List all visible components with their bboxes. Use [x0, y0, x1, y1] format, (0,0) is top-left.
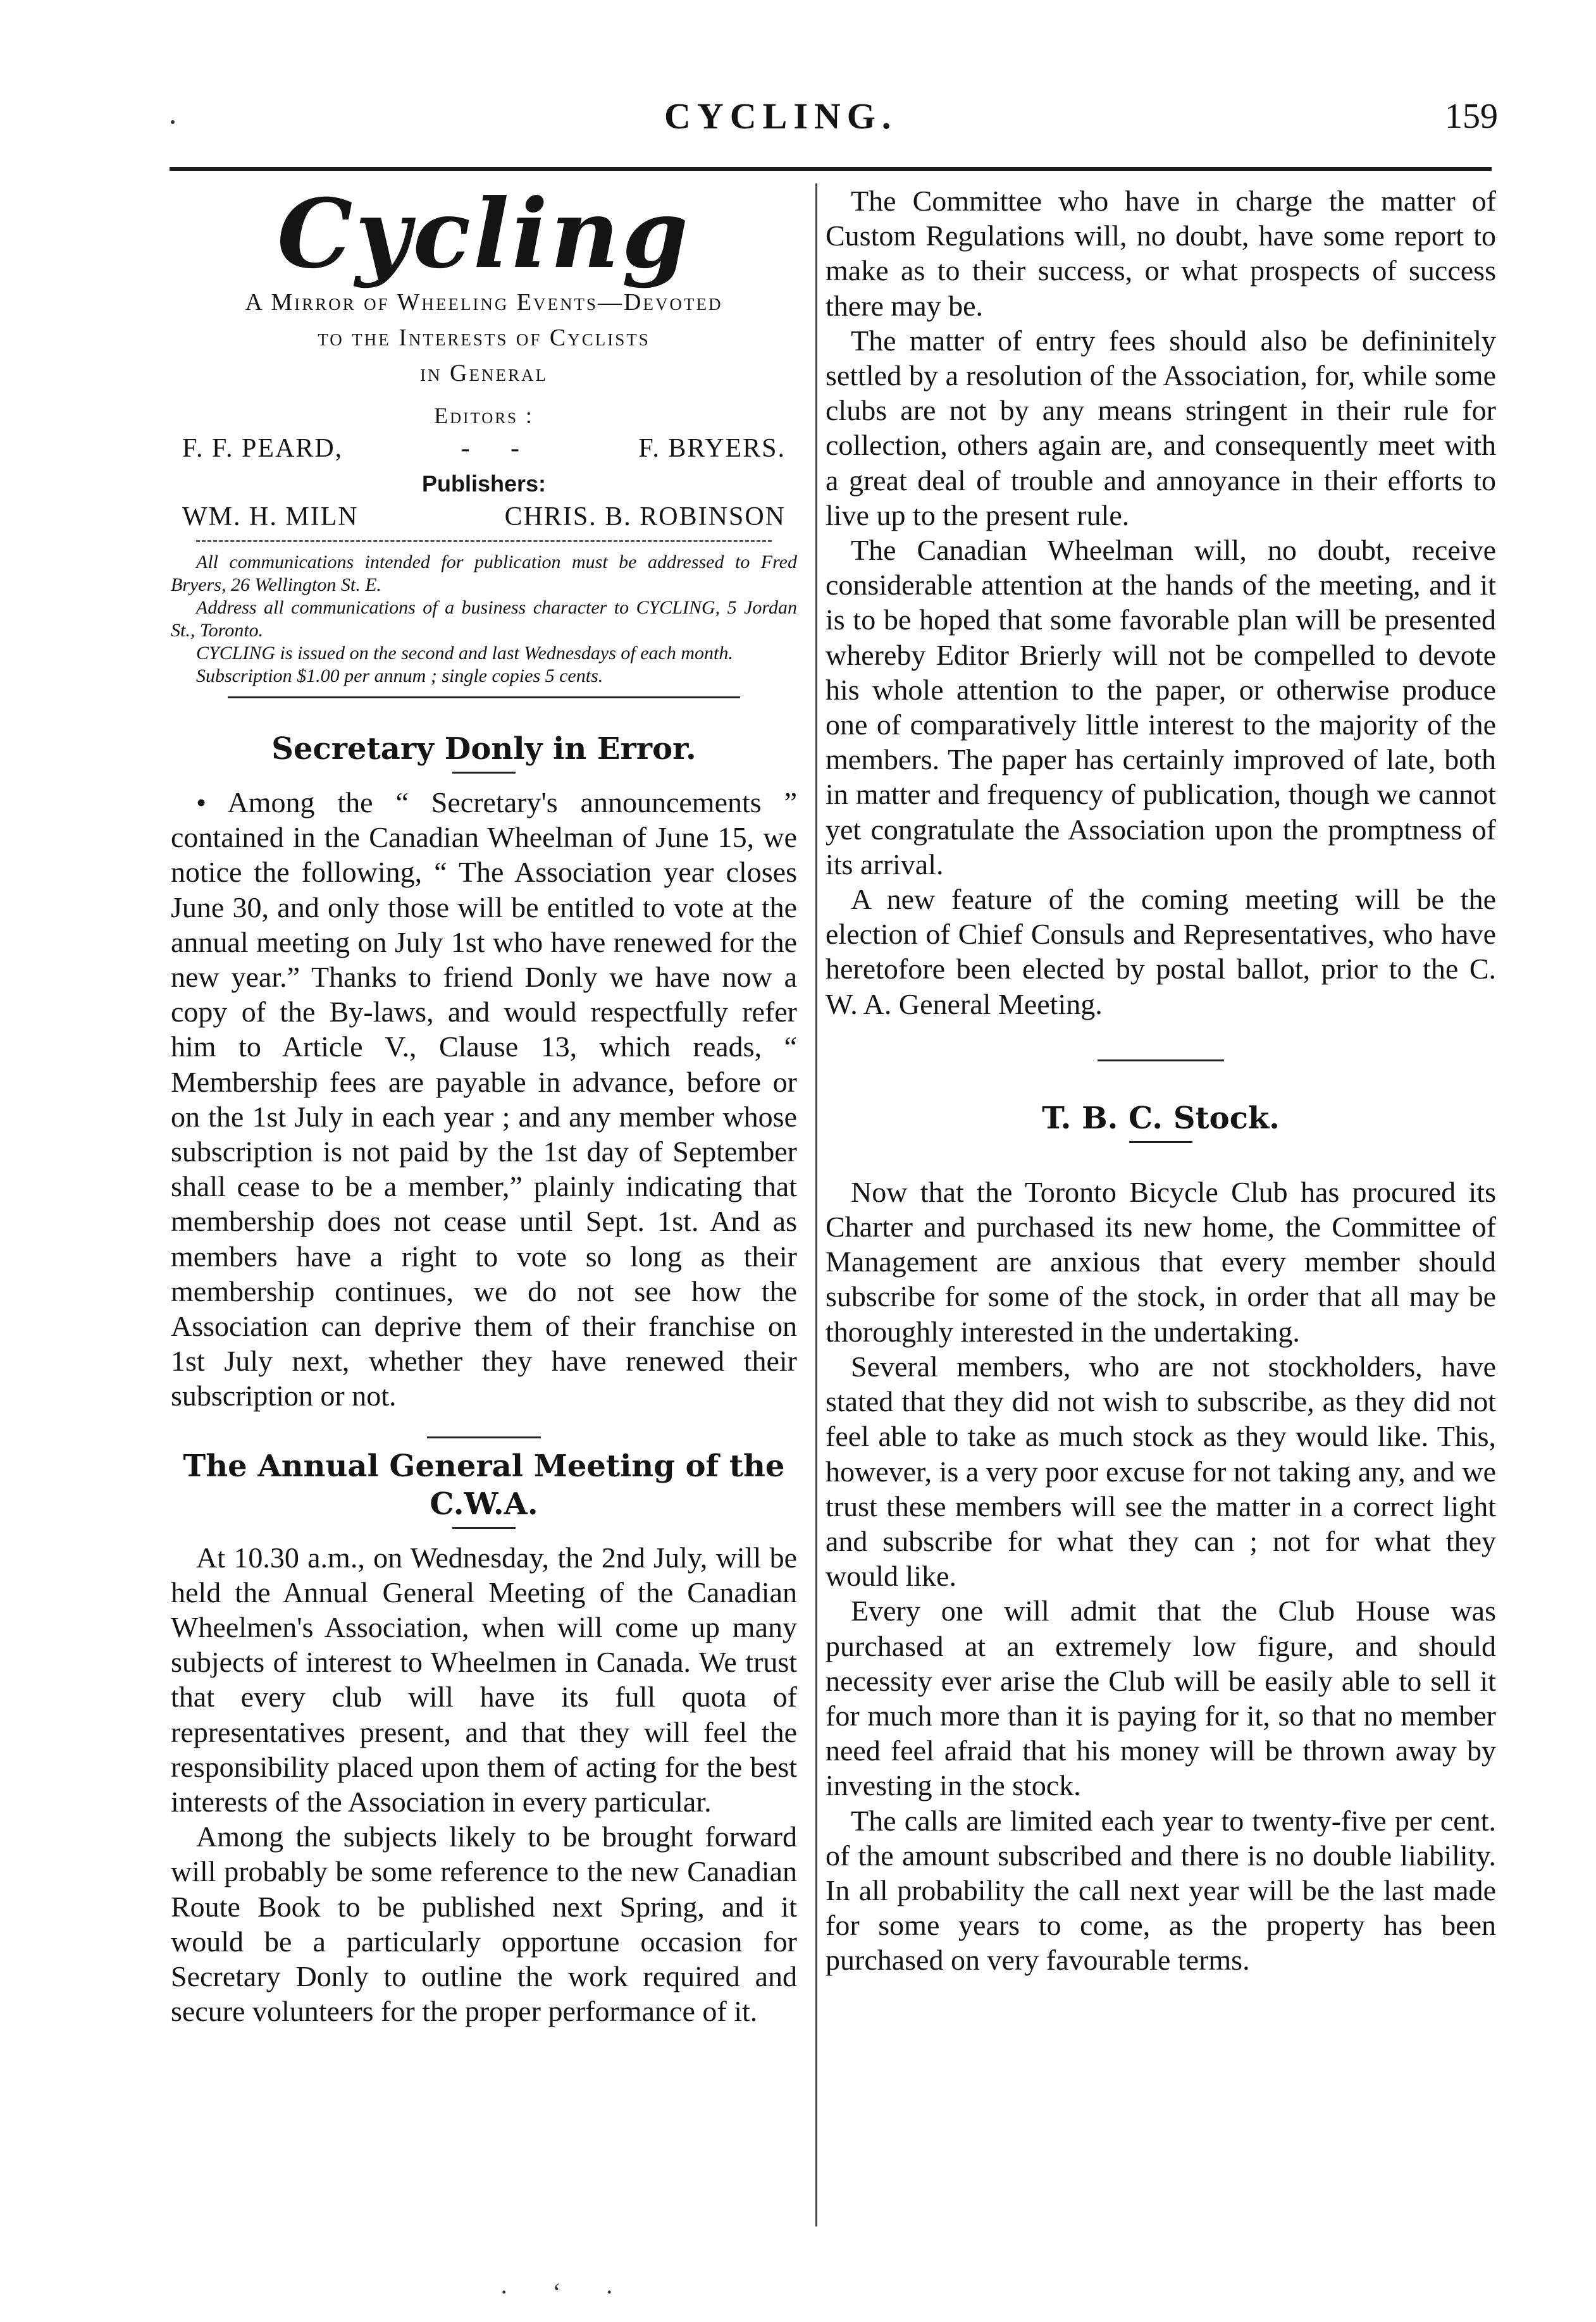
column-divider: [815, 183, 817, 2226]
article-heading: T. B. C. Stock.: [1042, 1100, 1280, 1136]
notice: Subscription $1.00 per annum ; single copies 5 cents.: [196, 665, 603, 686]
article-paragraph: Several members, who are not stockholders, have stated that they did not wish to subscribe, as they did not feel able to take as much stock as they would like. This, however, is a very poor excuse for not taking any, and we trust these members will see the matter in a correct light and subscribe for what they can ; not for what they would like.: [826, 1350, 1496, 1593]
heading-rule: [452, 1527, 516, 1529]
notice: CYCLING is issued on the second and last Wednesdays of each month.: [196, 643, 733, 664]
article-paragraph: Every one will admit that the Club House was purchased at an extremely low figure, and should necessity ever arise the Club will be easily able to sell it for much more than it is paying for it, so that no member need feel afraid that his money will be thrown away by investing in the stock.: [826, 1595, 1496, 1802]
left-column: [171, 178, 797, 2029]
publisher-name: CHRIS. B. ROBINSON: [504, 502, 786, 531]
article-paragraph: Among the subjects likely to be brought forward will probably be some reference to the new Canadian Route Book to be published next Spring, and it would be a particularly opportune occasion for Secretary Donly to outline the work required and secure volunteers for the proper performance of it.: [171, 1820, 797, 2028]
editors-row: [171, 431, 797, 466]
running-head: [0, 95, 1596, 145]
masthead-tagline-2: to the Interests of Cyclists: [318, 324, 650, 351]
publishers-label: Publishers:: [421, 471, 547, 497]
editors-label: Editors :: [434, 403, 534, 428]
editor-name: F. F. PEARD,: [182, 434, 343, 463]
page-number: 159: [1445, 97, 1498, 136]
heading-rule: [1129, 1141, 1192, 1143]
masthead-tagline-1: A Mirror of Wheeling Events—Devoted: [245, 289, 723, 316]
notice: Address all communications of a business character to CYCLING, 5 Jordan St., Toronto.: [171, 597, 797, 641]
stray-dot: [171, 120, 175, 124]
article-annual-meeting-continued: [826, 183, 1496, 1022]
article-paragraph: A new feature of the coming meeting will be the election of Chief Consuls and Representatives, who have heretofore been elected by postal ballot, prior to the C. W. A. General Meeting.: [826, 883, 1496, 1020]
running-title: CYCLING.: [664, 96, 898, 137]
article-heading: Secretary Donly in Error.: [271, 731, 696, 767]
right-column: [826, 183, 1496, 1978]
article-separator: [427, 1436, 541, 1438]
masthead-tagline-3: in General: [420, 360, 548, 386]
article-paragraph: At 10.30 a.m., on Wednesday, the 2nd July, will be held the Annual General Meeting of the Canadian Wheelmen's Association, when will come up many subjects of interest to Wheelmen in Canada. We trust that every club will have its full quota of representatives present, and that they will feel the responsibility placed upon them of acting for the best interests of the Association in every particular.: [171, 1541, 797, 1819]
publisher-name: WM. H. MILN: [182, 502, 359, 531]
article-heading: The Annual General Meeting of the C.W.A.: [183, 1448, 785, 1522]
article-paragraph: • Among the “ Secretary's announcements ” contained in the Canadian Wheelman of June 15, we notice the following, “ The Association year closes June 30, and only those will be entitled to vote at the annual meeting on July 1st who have renewed for the new year.” Thanks to friend Donly we have now a copy of the By-laws, and would respectfully refer him to Article V., Clause 13, which reads, “ Membership fees are payable in advance, before or on the 1st July in each year ; and any member whose subscription is not paid by the 1st day of September shall cease to be a member,” plainly indicating that membership does not cease until Sept. 1st. And as members have a right to vote so long as their membership continues, we do not see how the Association can deprive them of their franchise on 1st July next, whether they have renewed their subscription or not.: [171, 786, 797, 1412]
article-separator: [1098, 1059, 1224, 1061]
editor-name: F. BRYERS.: [638, 434, 786, 463]
article-paragraph: The Canadian Wheelman will, no doubt, receive considerable attention at the hands of the meeting, and it is to be hoped that some favorable plan will be presented whereby Editor Brierly will not be compelled to devote his whole attention to the paper, or otherwise produce one of comparatively little interest to the majority of the members. The paper has certainly improved of late, both in matter and frequency of publication, though we cannot yet congratulate the Association upon the promptness of its arrival.: [826, 534, 1496, 880]
article-paragraph: Now that the Toronto Bicycle Club has procured its Charter and purchased its new home, the Committee of Management are anxious that every member should subscribe for some of the stock, in order that all may be thoroughly interested in the undertaking.: [826, 1175, 1496, 1348]
print-specks: · ‘ ·: [500, 2278, 633, 2306]
article-secretary: [171, 730, 797, 1414]
article-annual-meeting: [171, 1447, 797, 2029]
publication-notices: [171, 551, 797, 705]
article-paragraph: The matter of entry fees should also be defininitely settled by a resolution of the Association, for, while some clubs are not by any means stringent in their rule for collection, others again are, and consequently meet with a great deal of trouble and annoyance in their efforts to live up to the present rule.: [826, 324, 1496, 531]
article-tbc-stock: [826, 1099, 1496, 1978]
header-rule: [170, 167, 1492, 171]
publishers-row: [171, 500, 797, 534]
notices-rule: [228, 696, 740, 698]
editor-separator: - -: [461, 434, 521, 463]
masthead-dashed-rule: [196, 540, 772, 542]
notice: All communications intended for publication must be addressed to Fred Bryers, 26 Wellington St. E.: [171, 552, 797, 595]
masthead-title: Cycling: [277, 178, 691, 290]
masthead: [171, 178, 797, 705]
article-paragraph: The Committee who have in charge the matter of Custom Regulations will, no doubt, have some report to make as to their success, or what prospects of success there may be.: [826, 185, 1496, 322]
heading-rule: [452, 772, 516, 774]
article-paragraph: The calls are limited each year to twenty-five per cent. of the amount subscribed and there is no double liability. In all probability the call next year will be the last made for some years to come, as the property has been purchased on very favourable terms.: [826, 1804, 1496, 1977]
